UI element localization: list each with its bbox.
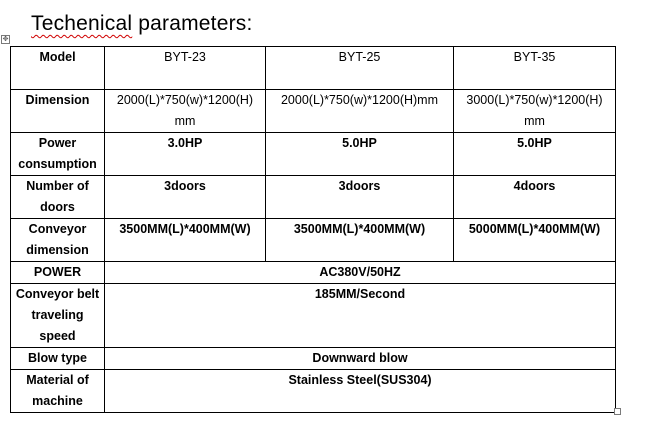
table-row-dimension [11,90,616,133]
table-row-power [11,262,616,284]
dimension-byt-25: 2000(L)*750(w)*1200(H)mm [266,90,454,133]
table-row-conveyor-dimension [11,219,616,262]
row-label-power-consumption: Power consumption [11,133,105,176]
row-label-material: Material of machine [11,370,105,413]
conveyor-dimension-byt-23: 3500MM(L)*400MM(W) [105,219,266,262]
table-row-doors [11,176,616,219]
table-row-belt-speed [11,284,616,348]
table-row-power-consumption [11,133,616,176]
heading-misspelled-word: Techenical [31,12,133,35]
conveyor-dimension-byt-35: 5000MM(L)*400MM(W) [454,219,616,262]
row-label-model: Model [11,47,105,90]
row-label-doors: Number of doors [11,176,105,219]
model-byt-23: BYT-23 [105,47,266,90]
row-label-belt-speed: Conveyor belt traveling speed [11,284,105,348]
doors-byt-25: 3doors [266,176,454,219]
doors-byt-23: 3doors [105,176,266,219]
model-byt-35: BYT-35 [454,47,616,90]
doors-byt-35: 4doors [454,176,616,219]
power-value: AC380V/50HZ [105,262,616,284]
belt-speed-value: 185MM/Second [105,284,616,348]
conveyor-dimension-byt-25: 3500MM(L)*400MM(W) [266,219,454,262]
table-row-blow-type [11,348,616,370]
row-label-power: POWER [11,262,105,284]
page-heading [31,12,253,36]
blow-type-value: Downward blow [105,348,616,370]
material-value: Stainless Steel(SUS304) [105,370,616,413]
power-consumption-byt-25: 5.0HP [266,133,454,176]
row-label-dimension: Dimension [11,90,105,133]
model-byt-25: BYT-25 [266,47,454,90]
power-consumption-byt-35: 5.0HP [454,133,616,176]
heading-rest: parameters: [132,12,253,35]
table-resize-handle-icon[interactable] [614,408,621,415]
table-row-model [11,47,616,90]
row-label-blow-type: Blow type [11,348,105,370]
parameters-table [10,46,616,413]
power-consumption-byt-23: 3.0HP [105,133,266,176]
table-move-handle-icon[interactable]: ✥ [2,35,9,43]
dimension-byt-23: 2000(L)*750(w)*1200(H) mm [105,90,266,133]
row-label-conveyor-dimension: Conveyor dimension [11,219,105,262]
dimension-byt-35: 3000(L)*750(w)*1200(H) mm [454,90,616,133]
table-row-material [11,370,616,413]
